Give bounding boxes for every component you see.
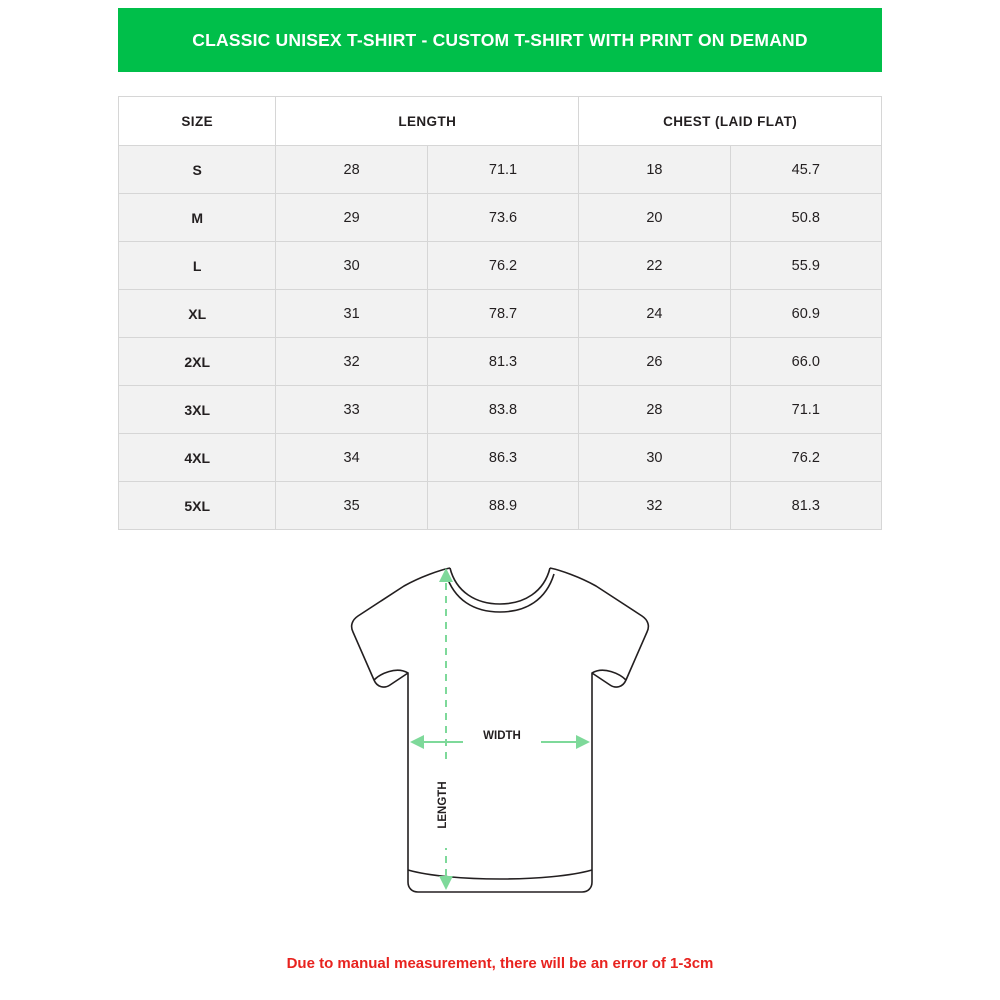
cell-size: 2XL [119,338,276,386]
cell-length-in: 32 [276,338,427,386]
table-row [119,242,882,290]
cell-chest-in: 18 [579,146,730,194]
header-banner [118,8,882,72]
cell-chest-in: 28 [579,386,730,434]
cell-chest-in: 26 [579,338,730,386]
cell-chest-cm: 60.9 [730,290,881,338]
cell-length-in: 28 [276,146,427,194]
cell-chest-in: 32 [579,482,730,530]
measurement-disclaimer: Due to manual measurement, there will be an error of 1-3cm [286,955,714,972]
column-header-length: LENGTH [276,97,579,146]
cell-chest-in: 22 [579,242,730,290]
cell-length-in: 31 [276,290,427,338]
cell-chest-in: 20 [579,194,730,242]
cell-size: L [119,242,276,290]
cell-chest-cm: 81.3 [730,482,881,530]
cell-length-cm: 81.3 [427,338,578,386]
table-row [119,482,882,530]
page-title: CLASSIC UNISEX T-SHIRT - CUSTOM T-SHIRT WITH PRINT ON DEMAND [192,29,808,50]
cell-size: 5XL [119,482,276,530]
table-row [119,290,882,338]
cell-chest-cm: 55.9 [730,242,881,290]
cell-chest-cm: 71.1 [730,386,881,434]
table-body [119,146,882,530]
cell-length-cm: 86.3 [427,434,578,482]
cell-length-cm: 71.1 [427,146,578,194]
cell-size: 4XL [119,434,276,482]
table-row [119,338,882,386]
cell-length-in: 35 [276,482,427,530]
cell-chest-cm: 76.2 [730,434,881,482]
cell-length-cm: 83.8 [427,386,578,434]
table-row [119,386,882,434]
cell-size: 3XL [119,386,276,434]
cell-length-in: 30 [276,242,427,290]
cell-length-in: 34 [276,434,427,482]
cell-length-in: 29 [276,194,427,242]
tshirt-measurement-diagram [300,530,700,930]
cell-length-in: 33 [276,386,427,434]
cell-length-cm: 73.6 [427,194,578,242]
cell-length-cm: 78.7 [427,290,578,338]
cell-chest-cm: 50.8 [730,194,881,242]
table-row [119,434,882,482]
column-header-chest: CHEST (LAID FLAT) [579,97,882,146]
cell-size: S [119,146,276,194]
cell-size: XL [119,290,276,338]
cell-length-cm: 76.2 [427,242,578,290]
width-label: WIDTH [483,730,521,742]
cell-chest-in: 30 [579,434,730,482]
cell-length-cm: 88.9 [427,482,578,530]
table-header [119,97,882,146]
table-row [119,194,882,242]
cell-size: M [119,194,276,242]
length-label: LENGTH [437,781,449,829]
size-chart-table [118,96,882,530]
table-row [119,146,882,194]
table-header-row [119,97,882,146]
cell-chest-in: 24 [579,290,730,338]
cell-chest-cm: 45.7 [730,146,881,194]
cell-chest-cm: 66.0 [730,338,881,386]
column-header-size: SIZE [119,97,276,146]
